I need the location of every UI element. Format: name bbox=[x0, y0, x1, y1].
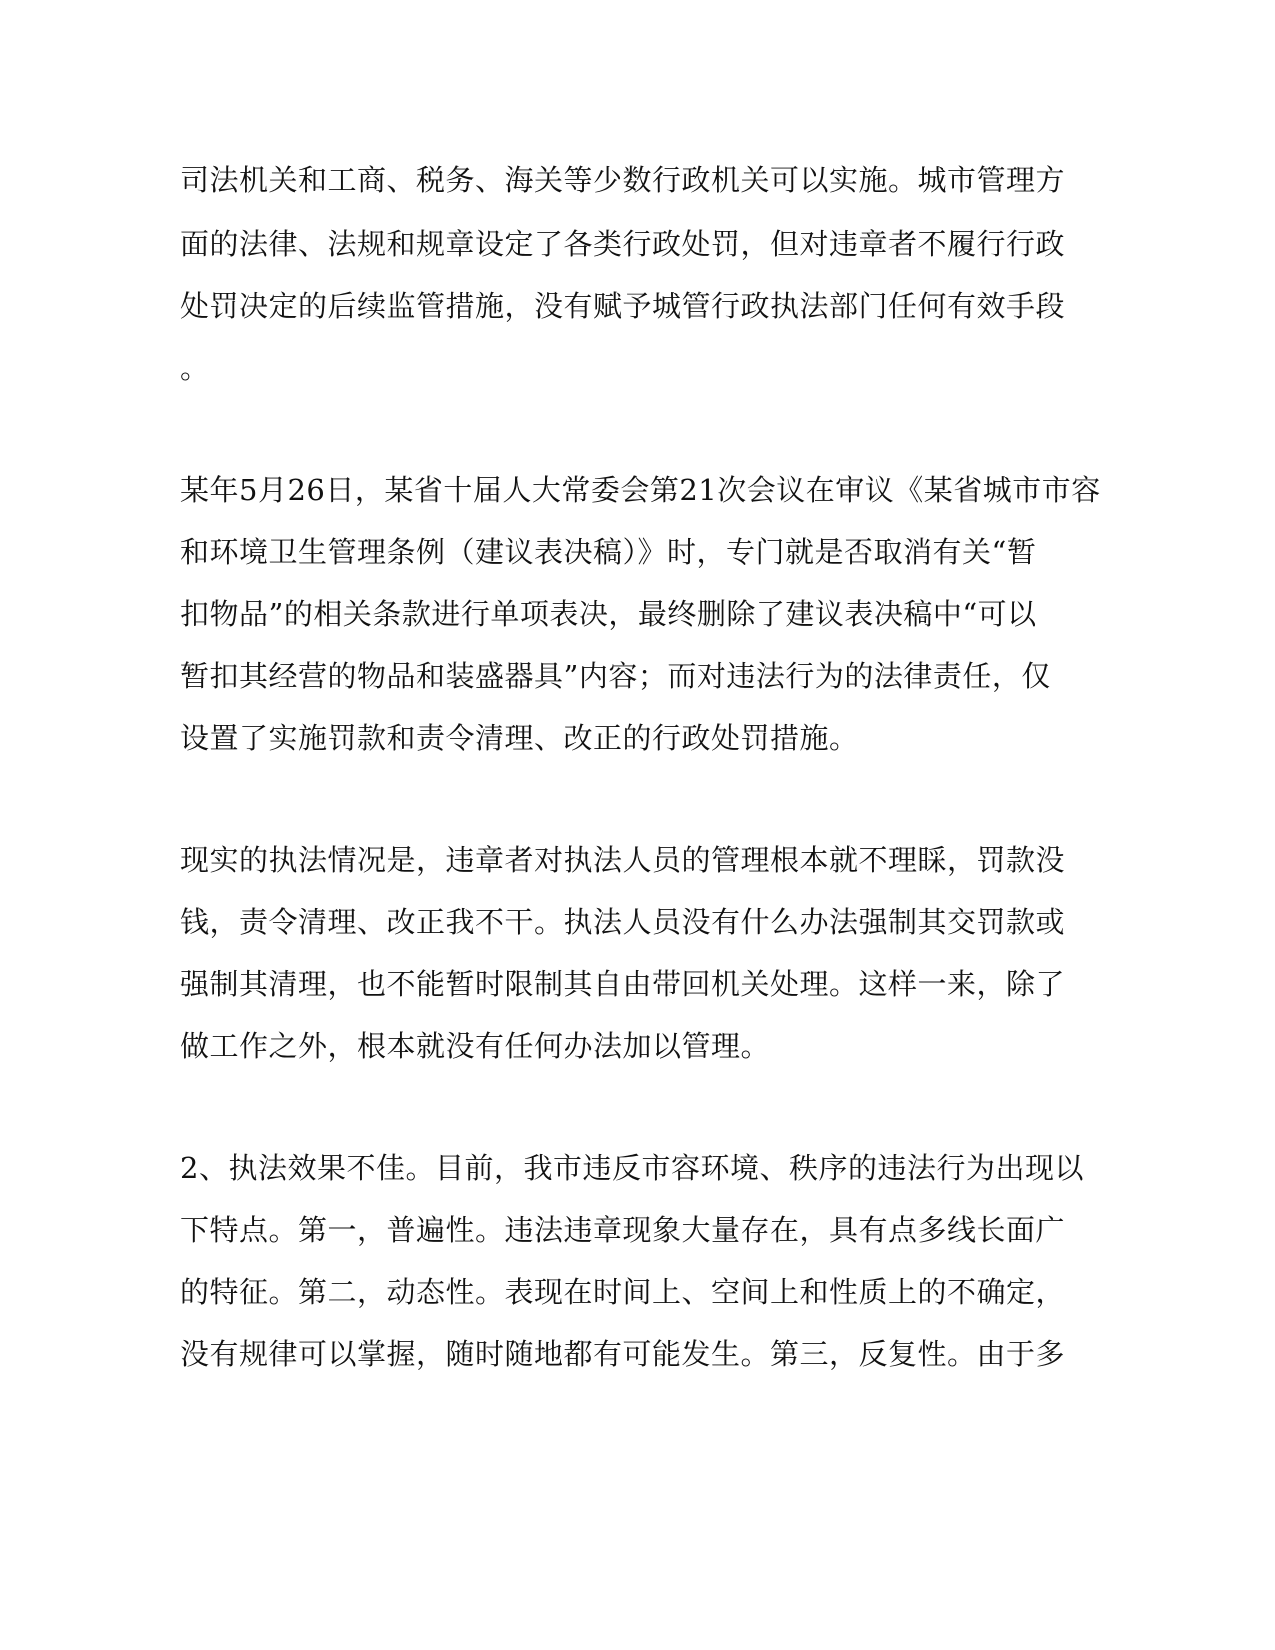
text-line: 的特征。第二，动态性。表现在时间上、空间上和性质上的不确定， bbox=[180, 1275, 1066, 1309]
text-line: 钱，责令清理、改正我不干。执法人员没有什么办法强制其交罚款或 bbox=[180, 905, 1066, 939]
text-line: 扣物品”的相关条款进行单项表决，最终删除了建议表决稿中“可以 bbox=[180, 597, 1037, 631]
text-line: 司法机关和工商、税务、海关等少数行政机关可以实施。城市管理方 bbox=[180, 163, 1066, 197]
text-line: 和环境卫生管理条例（建议表决稿）》时，专门就是否取消有关“暂 bbox=[180, 535, 1037, 569]
text-line: 面的法律、法规和规章设定了各类行政处罚，但对违章者不履行行政 bbox=[180, 227, 1066, 261]
text-line: 下特点。第一，普遍性。违法违章现象大量存在，具有点多线长面广 bbox=[180, 1213, 1066, 1247]
text-line: 设置了实施罚款和责令清理、改正的行政处罚措施。 bbox=[180, 721, 859, 755]
text-line: 暂扣其经营的物品和装盛器具”内容；而对违法行为的法律责任，仅 bbox=[180, 659, 1051, 693]
text-line: 某年5月26日，某省十届人大常委会第21次会议在审议《某省城市市容 bbox=[180, 473, 1101, 507]
text-line: 。 bbox=[180, 351, 210, 385]
text-line: 处罚决定的后续监管措施，没有赋予城管行政执法部门任何有效手段 bbox=[180, 289, 1066, 323]
text-line: 2、执法效果不佳。目前，我市违反市容环境、秩序的违法行为出现以 bbox=[180, 1151, 1084, 1185]
text-line: 没有规律可以掌握，随时随地都有可能发生。第三，反复性。由于多 bbox=[180, 1337, 1066, 1371]
text-line: 强制其清理，也不能暂时限制其自由带回机关处理。这样一来，除了 bbox=[180, 967, 1066, 1001]
text-line: 现实的执法情况是，违章者对执法人员的管理根本就不理睬，罚款没 bbox=[180, 843, 1066, 877]
text-line: 做工作之外，根本就没有任何办法加以管理。 bbox=[180, 1029, 771, 1063]
